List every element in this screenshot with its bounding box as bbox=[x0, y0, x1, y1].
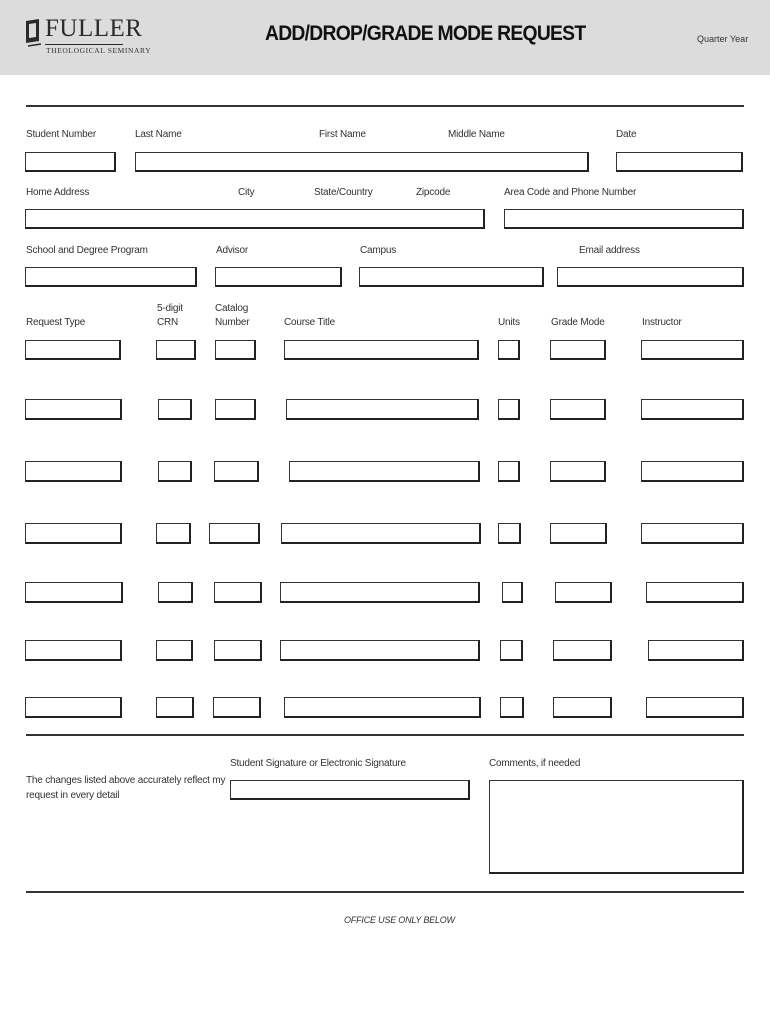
comments-label: Comments, if needed bbox=[489, 758, 581, 769]
request-type-field[interactable] bbox=[25, 461, 122, 482]
catalog-number-field[interactable] bbox=[215, 399, 256, 420]
logo-wordmark: FULLER bbox=[45, 15, 143, 42]
catalog-number-field[interactable] bbox=[215, 340, 256, 360]
grade-mode-field[interactable] bbox=[555, 582, 612, 603]
date-label: Date bbox=[616, 129, 637, 140]
email-field[interactable] bbox=[557, 267, 744, 287]
instructor-field[interactable] bbox=[641, 523, 744, 544]
units-field[interactable] bbox=[498, 340, 520, 360]
school-program-field[interactable] bbox=[25, 267, 197, 287]
last-name-label: Last Name bbox=[135, 129, 182, 140]
seminary-emblem-icon bbox=[24, 19, 42, 49]
student-number-label: Student Number bbox=[26, 129, 97, 140]
grade-mode-field[interactable] bbox=[553, 697, 612, 718]
instructor-field[interactable] bbox=[646, 697, 744, 718]
campus-label: Campus bbox=[360, 245, 397, 256]
instructor-field[interactable] bbox=[641, 399, 744, 420]
units-field[interactable] bbox=[498, 399, 520, 420]
grade-mode-field[interactable] bbox=[550, 340, 606, 360]
course-title-field[interactable] bbox=[289, 461, 480, 482]
crn-field[interactable] bbox=[156, 523, 191, 544]
advisor-field[interactable] bbox=[215, 267, 342, 287]
crn-field[interactable] bbox=[158, 461, 192, 482]
middle-name-label: Middle Name bbox=[448, 129, 505, 140]
home-address-field[interactable] bbox=[25, 209, 485, 229]
request-type-header: Request Type bbox=[26, 317, 86, 328]
instructor-header: Instructor bbox=[642, 317, 682, 328]
request-type-field[interactable] bbox=[25, 640, 122, 661]
request-type-field[interactable] bbox=[25, 523, 122, 544]
logo-rule bbox=[45, 44, 123, 45]
course-title-field[interactable] bbox=[284, 697, 481, 718]
top-divider bbox=[26, 105, 744, 107]
instructor-field[interactable] bbox=[646, 582, 744, 603]
zipcode-label: Zipcode bbox=[416, 187, 451, 198]
date-field[interactable] bbox=[616, 152, 743, 172]
crn-field[interactable] bbox=[156, 697, 194, 718]
units-field[interactable] bbox=[500, 640, 523, 661]
course-title-field[interactable] bbox=[280, 582, 480, 603]
units-header: Units bbox=[498, 317, 520, 328]
email-label: Email address bbox=[579, 245, 640, 256]
office-divider bbox=[26, 891, 744, 893]
request-type-field[interactable] bbox=[25, 697, 122, 718]
comments-field[interactable] bbox=[489, 780, 744, 874]
course-title-header: Course Title bbox=[284, 317, 335, 328]
catalog-number-field[interactable] bbox=[214, 461, 259, 482]
form-header bbox=[0, 0, 770, 75]
fuller-logo bbox=[24, 15, 152, 57]
units-field[interactable] bbox=[500, 697, 524, 718]
full-name-field[interactable] bbox=[135, 152, 589, 172]
catalog-number-field[interactable] bbox=[213, 697, 261, 718]
state-country-label: State/Country bbox=[314, 187, 373, 198]
quarter-label: Quarter bbox=[697, 34, 728, 44]
catalog-number-field[interactable] bbox=[214, 640, 262, 661]
phone-field[interactable] bbox=[504, 209, 744, 229]
course-title-field[interactable] bbox=[280, 640, 480, 661]
units-field[interactable] bbox=[498, 523, 521, 544]
course-title-field[interactable] bbox=[286, 399, 479, 420]
request-type-field[interactable] bbox=[25, 340, 121, 360]
office-use-label: OFFICE USE ONLY BELOW bbox=[344, 915, 455, 925]
instructor-field[interactable] bbox=[641, 340, 744, 360]
crn-field[interactable] bbox=[156, 340, 196, 360]
home-address-label: Home Address bbox=[26, 187, 90, 198]
signature-label: Student Signature or Electronic Signature bbox=[230, 758, 406, 769]
units-field[interactable] bbox=[502, 582, 523, 603]
instructor-field[interactable] bbox=[648, 640, 744, 661]
catalog-number-field[interactable] bbox=[209, 523, 260, 544]
instructor-field[interactable] bbox=[641, 461, 744, 482]
logo-subtitle: THEOLOGICAL SEMINARY bbox=[46, 46, 152, 55]
crn-field[interactable] bbox=[158, 582, 193, 603]
student-number-field[interactable] bbox=[25, 152, 116, 172]
request-type-field[interactable] bbox=[25, 399, 122, 420]
grade-mode-header: Grade Mode bbox=[551, 317, 605, 328]
accuracy-statement: The changes listed above accurately reflect my request in every detail bbox=[26, 775, 226, 801]
catalog-header: Catalog Number bbox=[215, 303, 250, 328]
crn-field[interactable] bbox=[156, 640, 193, 661]
campus-field[interactable] bbox=[359, 267, 544, 287]
advisor-label: Advisor bbox=[216, 245, 248, 256]
units-field[interactable] bbox=[498, 461, 520, 482]
crn-header: 5-digit CRN bbox=[157, 303, 183, 328]
course-title-field[interactable] bbox=[281, 523, 481, 544]
grade-mode-field[interactable] bbox=[553, 640, 612, 661]
year-label: Year bbox=[730, 34, 749, 44]
page-title: ADD/DROP/GRADE MODE REQUEST bbox=[265, 22, 586, 45]
grade-mode-field[interactable] bbox=[550, 399, 606, 420]
grade-mode-field[interactable] bbox=[550, 523, 607, 544]
school-program-label: School and Degree Program bbox=[26, 245, 148, 256]
first-name-label: First Name bbox=[319, 129, 366, 140]
grade-mode-field[interactable] bbox=[550, 461, 606, 482]
signature-field[interactable] bbox=[230, 780, 470, 800]
phone-label: Area Code and Phone Number bbox=[504, 187, 637, 198]
crn-field[interactable] bbox=[158, 399, 192, 420]
city-label: City bbox=[238, 187, 255, 198]
catalog-number-field[interactable] bbox=[214, 582, 262, 603]
request-type-field[interactable] bbox=[25, 582, 123, 603]
signature-divider bbox=[26, 734, 744, 736]
course-title-field[interactable] bbox=[284, 340, 479, 360]
